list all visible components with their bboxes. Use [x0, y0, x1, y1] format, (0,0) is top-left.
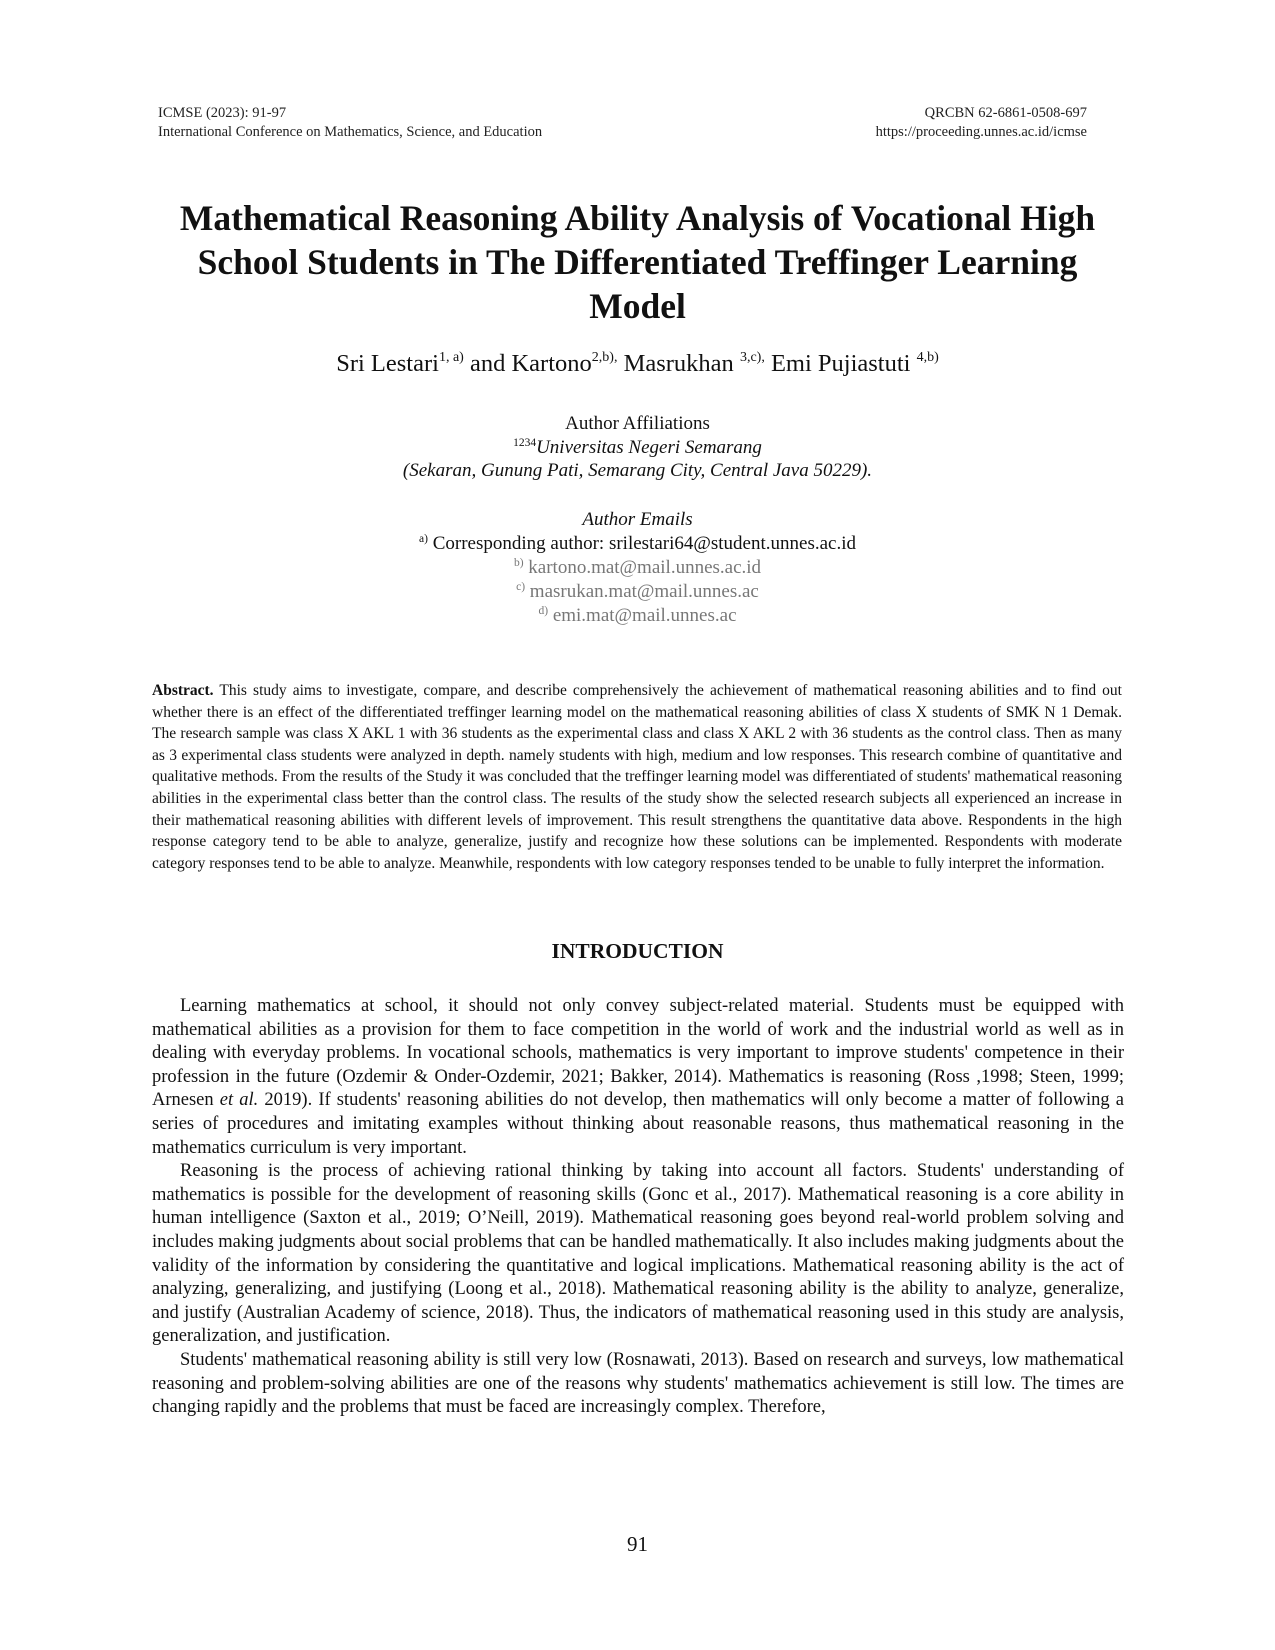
email-superscript: c) [516, 581, 526, 593]
abstract-text: This study aims to investigate, compare, and describe comprehensively the achievement of mathematical reasoning abilities and to find out whether there is an effect of the differentiated treffinger learning model on the mathematical reasoning abilities of class X students of SMK N 1 Demak. The research sample was class X AKL 1 with 36 students as the experimental class and class X AKL 2 with 36 students as the control class. Then as many as 3 experimental class students were analyzed in depth. namely students with high, medium and low responses. This research combine of quantitative and qualitative methods. From the results of the Study it was concluded that the treffinger learning model was differentiated of students' mathematical reasoning abilities in the experimental class better than the control class. The results of the study show the selected research subjects all experienced an increase in their mathematical reasoning abilities with different levels of improvement. This result strengthens the quantitative data above. Respondents in the high response category tend to be able to analyze, generalize, justify and recognize how these solutions can be implemented. Respondents with moderate category responses tend to be able to analyze. Meanwhile, respondents with low category responses tended to be unable to fully interpret the information. [152, 682, 1122, 872]
author-superscript: 2,b), [591, 350, 618, 365]
section-heading-introduction: INTRODUCTION [551, 939, 724, 963]
running-header-right [876, 104, 1087, 142]
university-address: (Sekaran, Gunung Pati, Semarang City, Central Java 50229). [402, 460, 873, 481]
proceeding-url: https://proceeding.unnes.ac.id/icmse [875, 124, 1087, 140]
running-header-left [158, 104, 542, 142]
paper-title [130, 196, 1145, 328]
paragraph: Reasoning is the process of achieving rational thinking by taking into account all factors. Students' understanding of mathematics is possible for the development of reasoning skills (Gonc et al., 2017). Mathematical reasoning is a core ability in human intelligence (Saxton et al., 2019; O’Neill, 2019). Mathematical reasoning goes beyond real-world problem solving and includes making judgments about social problems that can be handled mathematically. It also includes making judgments about the validity of the information by considering the quantitative and logical implications. Mathematical reasoning ability is the act of analyzing, generalizing, and justifying (Loong et al., 2018). Mathematical reasoning ability is the ability to analyze, generalize, and justify (Australian Academy of science, 2018). Thus, the indicators of mathematical reasoning used in this study are analysis, generalization, and justification. [152, 1161, 1124, 1347]
paragraph-text: Learning mathematics at school, it should not only convey subject-related material. Students must be equipped with mathematical abilities as a provision for them to face competition in the world of work and the industrial world as well as in dealing with everyday problems. In vocational schools, mathematics is very important to improve students' competence in their profession in the future (Ozdemir & Onder-Ozdemir, 2021; Bakker, 2014). Mathematics is reasoning (Ross ,1998; Steen, 1999; Arnesen [152, 996, 1124, 1111]
author-email: kartono.mat@mail.unnes.ac.id [528, 557, 762, 578]
introduction-body [152, 995, 1124, 1420]
paragraph: Students' mathematical reasoning ability is still very low (Rosnawati, 2013). Based on research and surveys, low mathematical reasoning and problem-solving abilities are one of the reasons why students' mathematics achievement is still low. The times are changing rapidly and the problems that must be faced are increasingly complex. Therefore, [152, 1349, 1124, 1418]
title-line: School Students in The Differentiated Treffinger Learning [197, 242, 1078, 282]
author-affiliations [0, 412, 1275, 483]
author-list [0, 350, 1275, 378]
email-superscript: a) [419, 533, 428, 545]
qrcbn-number: QRCBN 62-6861-0508-697 [924, 105, 1087, 121]
abstract-label: Abstract. [152, 682, 214, 699]
author-email: masrukan.mat@mail.unnes.ac [529, 581, 759, 602]
title-line: Model [589, 286, 686, 326]
author-superscript: 3,c), [739, 350, 765, 365]
author-superscript: 4,b) [916, 350, 939, 365]
author-name: Sri Lestari [336, 350, 439, 377]
author-name: and Kartono [463, 350, 592, 377]
email-superscript: b) [513, 557, 524, 569]
paragraph-text: 2019). If students' reasoning abilities do not develop, then mathematics will only become a matter of following a series of procedures and imitating examples without thinking about reasonable reasons, thus mathematical reasoning in the mathematics curriculum is very important. [152, 1090, 1124, 1158]
affiliations-heading: Author Affiliations [565, 413, 710, 434]
university-name: Universitas Negeri Semarang [536, 436, 762, 458]
title-line: Mathematical Reasoning Ability Analysis of Vocational High [179, 198, 1096, 238]
author-email: emi.mat@mail.unnes.ac [552, 605, 737, 626]
conference-name: International Conference on Mathematics, Science, and Education [158, 124, 543, 140]
author-name: Emi Pujiastuti [764, 350, 917, 377]
et-al-italic: et al. [219, 1090, 259, 1111]
corresponding-author-email: Corresponding author: srilestari64@student.unnes.ac.id [432, 533, 856, 554]
paragraph [152, 995, 1124, 1160]
author-name: Masrukhan [617, 350, 740, 377]
email-superscript: d) [538, 605, 549, 617]
conference-citation: ICMSE (2023): 91-97 [158, 105, 287, 121]
page-number: 91 [627, 1532, 648, 1556]
abstract [152, 680, 1122, 874]
author-superscript: 1, a) [438, 350, 464, 365]
affiliation-superscript: 1234 [513, 436, 537, 449]
author-emails [0, 508, 1275, 628]
emails-heading: Author Emails [582, 509, 693, 530]
